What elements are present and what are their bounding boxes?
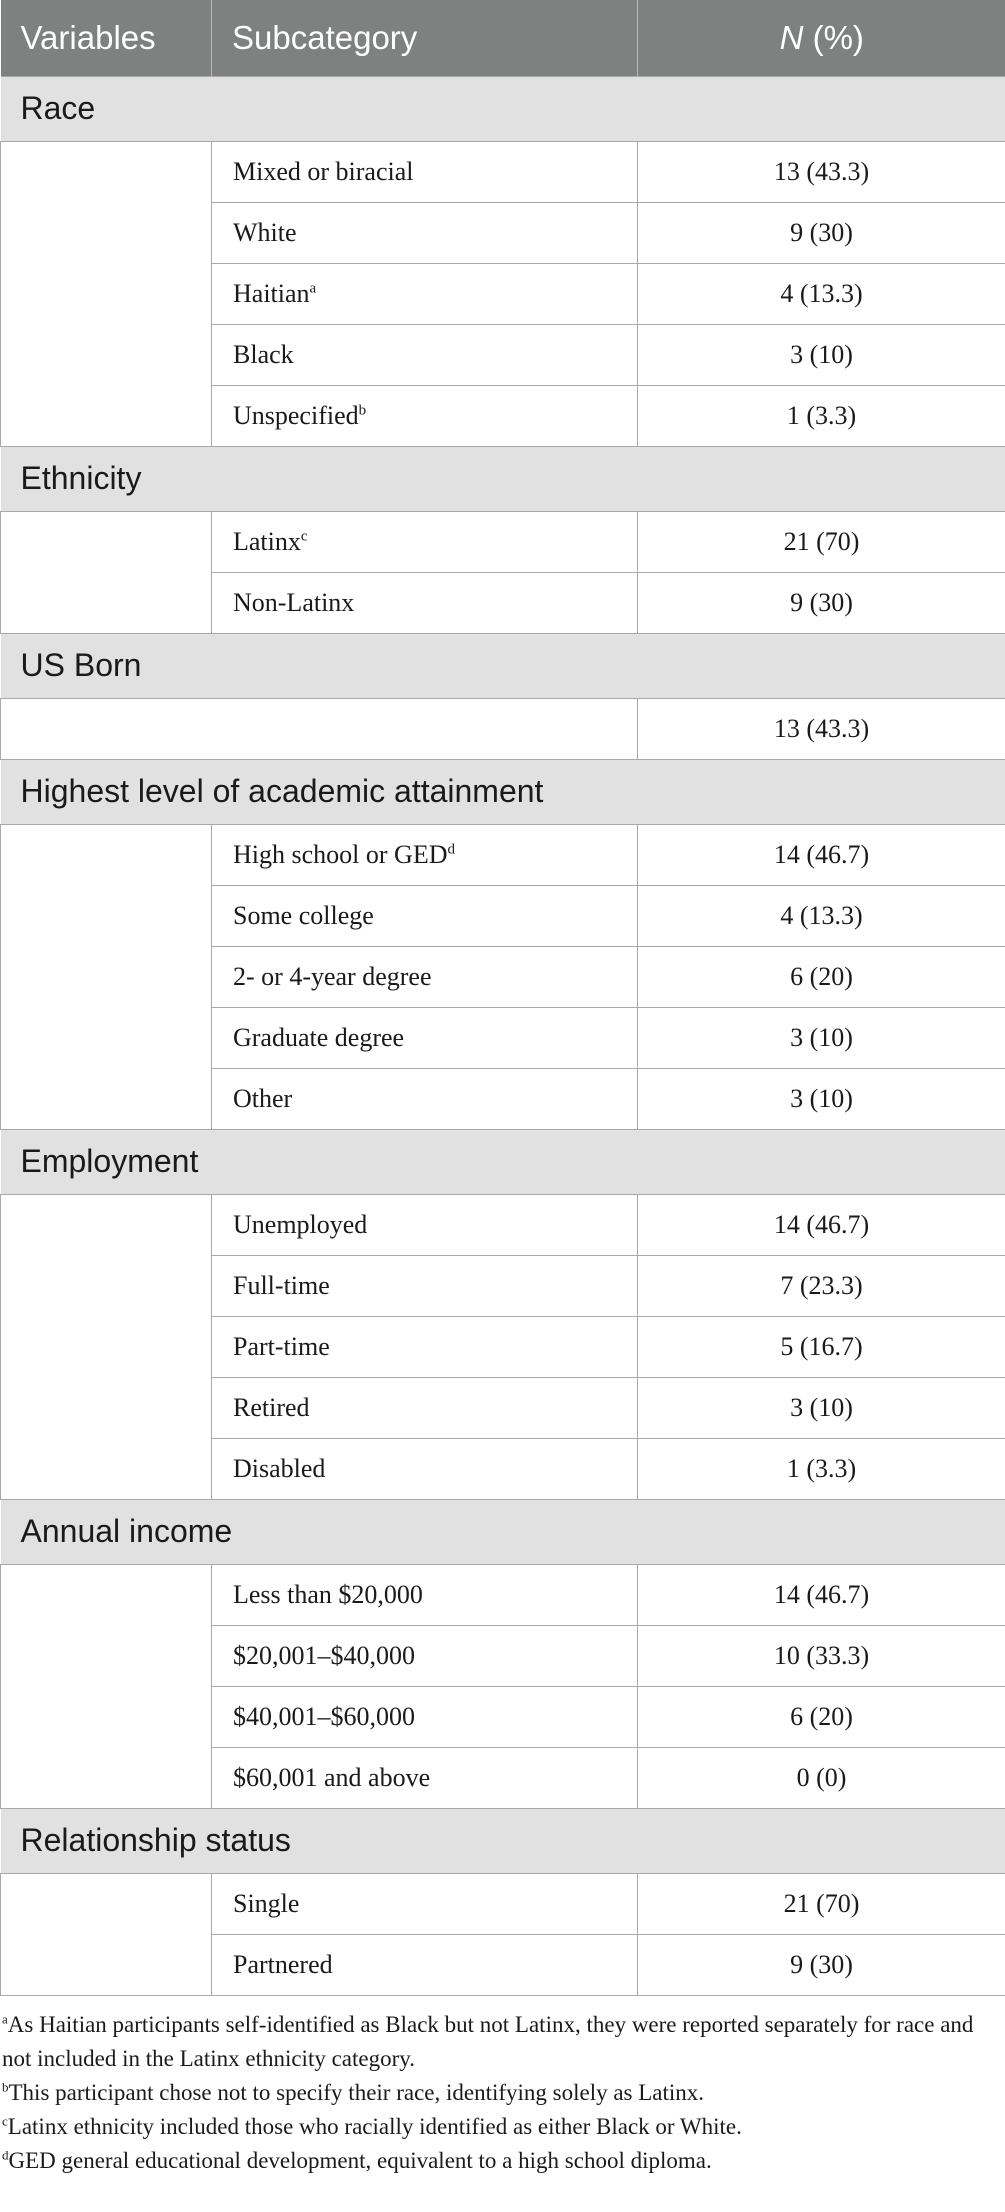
value-cell: 13 (43.3): [638, 698, 1005, 759]
subcategory-cell: [212, 1747, 638, 1808]
subcategory-label: Latinx: [233, 526, 301, 556]
value-cell: 3 (10): [638, 1007, 1005, 1068]
variable-cell-blank: [1, 511, 212, 633]
subcategory-cell: [212, 324, 638, 385]
subcategory-cell: [212, 202, 638, 263]
group-row: [1, 446, 1005, 511]
footnote-mark: c: [2, 2112, 8, 2128]
group-row: [1, 1129, 1005, 1194]
value-cell: 3 (10): [638, 1068, 1005, 1129]
value-cell: 21 (70): [638, 1873, 1005, 1934]
footnote-text: As Haitian participants self-identified as Black but not Latinx, they were reported separately for race and not included in the Latinx ethnicity category.: [2, 2011, 974, 2071]
group-title: Employment: [1, 1129, 1005, 1194]
subcategory-cell: [212, 946, 638, 1007]
group-row: [1, 759, 1005, 824]
group-row: [1, 1808, 1005, 1873]
subcategory-cell: [212, 141, 638, 202]
footnote-marker: a: [309, 279, 317, 296]
variable-cell-blank: [1, 824, 212, 1129]
subcategory-cell: [212, 385, 638, 446]
footnote-mark: a: [2, 2010, 8, 2026]
subcategory-label: Partnered: [233, 1949, 333, 1979]
subcategory-label: Part-time: [233, 1331, 330, 1361]
subcategory-label: Unemployed: [233, 1209, 368, 1239]
variable-cell-blank: [1, 1873, 212, 1995]
subcategory-label: Unspecified: [233, 400, 359, 430]
subcategory-label: $20,001–$40,000: [233, 1640, 415, 1670]
table-row: [1, 1873, 1005, 1934]
value-cell: 0 (0): [638, 1747, 1005, 1808]
subcategory-cell: [212, 572, 638, 633]
value-cell: 9 (30): [638, 202, 1005, 263]
footnote-text: Latinx ethnicity included those who racially identified as either Black or White.: [7, 2113, 742, 2139]
group-title: Highest level of academic attainment: [1, 759, 1005, 824]
value-cell: 1 (3.3): [638, 1438, 1005, 1499]
table-row: [1, 511, 1005, 572]
value-cell: 9 (30): [638, 572, 1005, 633]
footnote-marker: d: [447, 840, 455, 857]
footnote: [2, 2008, 1003, 2076]
group-title: Race: [1, 76, 1005, 141]
group-title: Relationship status: [1, 1808, 1005, 1873]
subcategory-cell: [212, 1007, 638, 1068]
footnote-marker: c: [300, 527, 308, 544]
value-cell: 3 (10): [638, 1377, 1005, 1438]
subcategory-label: Non-Latinx: [233, 587, 355, 617]
group-row: [1, 1499, 1005, 1564]
subcategory-label: Black: [233, 339, 294, 369]
subcategory-cell: [212, 1873, 638, 1934]
subcategory-label: $40,001–$60,000: [233, 1701, 415, 1731]
subcategory-label: $60,001 and above: [233, 1762, 431, 1792]
subcategory-label: Mixed or biracial: [233, 156, 414, 186]
table-row: [1, 141, 1005, 202]
subcategory-cell: [212, 1377, 638, 1438]
subcategory-label: Haitian: [233, 278, 310, 308]
subcategory-label: Graduate degree: [233, 1022, 405, 1052]
subcategory-cell: [212, 511, 638, 572]
value-cell: 14 (46.7): [638, 1564, 1005, 1625]
subcategory-cell: [212, 1625, 638, 1686]
footnote: [2, 2076, 1003, 2110]
group-title: Ethnicity: [1, 446, 1005, 511]
subcategory-cell: [212, 1686, 638, 1747]
header-n: N: [779, 18, 804, 56]
table-body: [1, 76, 1005, 1995]
header-variables: Variables: [1, 0, 212, 76]
subcategory-label: Full-time: [233, 1270, 330, 1300]
subcategory-cell: [212, 1564, 638, 1625]
variable-cell-blank: [1, 1194, 212, 1499]
value-cell: 14 (46.7): [638, 1194, 1005, 1255]
table-row: [1, 824, 1005, 885]
subcategory-cell: [212, 1316, 638, 1377]
value-cell: 6 (20): [638, 946, 1005, 1007]
variable-cell-blank: [1, 698, 638, 759]
subcategory-label: Single: [233, 1888, 300, 1918]
table-row: [1, 1564, 1005, 1625]
subcategory-label: 2- or 4-year degree: [233, 961, 432, 991]
value-cell: 9 (30): [638, 1934, 1005, 1995]
header-percent: (%): [803, 18, 864, 56]
header-subcategory: Subcategory: [212, 0, 638, 76]
subcategory-label: White: [233, 217, 297, 247]
value-cell: 10 (33.3): [638, 1625, 1005, 1686]
subcategory-cell: [212, 824, 638, 885]
value-cell: 6 (20): [638, 1686, 1005, 1747]
footnote: [2, 2144, 1003, 2178]
subcategory-cell: [212, 885, 638, 946]
table-header: [1, 0, 1005, 76]
value-cell: 14 (46.7): [638, 824, 1005, 885]
subcategory-cell: [212, 1934, 638, 1995]
table-row: [1, 1194, 1005, 1255]
footnote-text: This participant chose not to specify their race, identifying solely as Latinx.: [8, 2079, 705, 2105]
value-cell: 5 (16.7): [638, 1316, 1005, 1377]
value-cell: 1 (3.3): [638, 385, 1005, 446]
variable-cell-blank: [1, 1564, 212, 1808]
subcategory-label: Disabled: [233, 1453, 326, 1483]
subcategory-cell: [212, 1255, 638, 1316]
footnote-text: GED general educational development, equivalent to a high school diploma.: [8, 2147, 712, 2173]
group-title: Annual income: [1, 1499, 1005, 1564]
table-row: [1, 698, 1005, 759]
table-footnotes: [0, 1996, 1005, 2178]
subcategory-label: Some college: [233, 900, 374, 930]
footnote-mark: d: [2, 2146, 9, 2162]
value-cell: 13 (43.3): [638, 141, 1005, 202]
value-cell: 21 (70): [638, 511, 1005, 572]
subcategory-label: Less than $20,000: [233, 1579, 423, 1609]
subcategory-cell: [212, 1068, 638, 1129]
header-n-percent: [638, 0, 1005, 76]
footnote: [2, 2110, 1003, 2144]
variable-cell-blank: [1, 141, 212, 446]
subcategory-cell: [212, 1194, 638, 1255]
footnote-marker: b: [358, 401, 367, 418]
subcategory-cell: [212, 1438, 638, 1499]
group-row: [1, 633, 1005, 698]
group-title: US Born: [1, 633, 1005, 698]
footnote-mark: b: [2, 2078, 9, 2094]
subcategory-label: Retired: [233, 1392, 310, 1422]
header-row: [1, 0, 1005, 76]
value-cell: 4 (13.3): [638, 885, 1005, 946]
subcategory-cell: [212, 263, 638, 324]
subcategory-label: High school or GED: [233, 839, 448, 869]
subcategory-label: Other: [233, 1083, 293, 1113]
group-row: [1, 76, 1005, 141]
value-cell: 3 (10): [638, 324, 1005, 385]
value-cell: 7 (23.3): [638, 1255, 1005, 1316]
value-cell: 4 (13.3): [638, 263, 1005, 324]
